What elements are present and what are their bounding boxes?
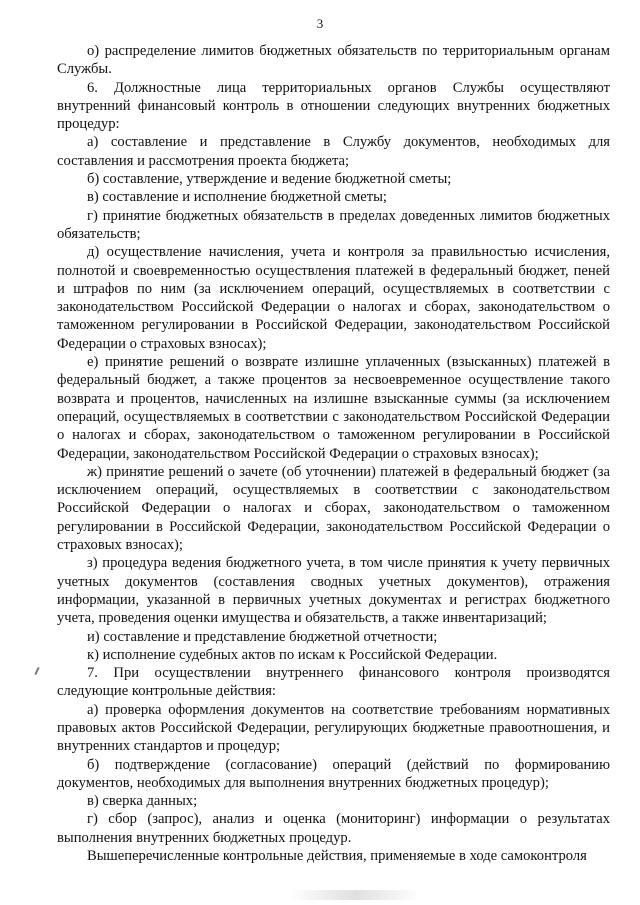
scan-smudge [290, 890, 420, 900]
paragraph-o-limits: о) распределение лимитов бюджетных обязательств по территориальным органам Службы. [57, 43, 610, 78]
control-action-a: а) проверка оформления документов на соответствие требованиям нормативных правовых актов Российской Федерации, регулирующих бюджетные правоотношения, и внутренних стандартов и процедур; [57, 701, 610, 755]
list-item-e: е) принятие решений о возврате излишне уплаченных (взысканных) платежей в федеральный бюджет, а также процентов за несвоевременное осуществление такого возврата и процентов, начисленных на излишне взысканные суммы (за исключением операций, осуществляемых в соответствии с законодательством Российской Федерации о налогах и сборах, законодательством о таможенном регулировании в Российской Федерации, законодательством Российской Федерации о страховых взносах); [57, 354, 610, 462]
list-item-a: а) составление и представление в Службу документов, необходимых для составления и рассмотрения проекта бюджета; [57, 134, 610, 169]
list-item-k: к) исполнение судебных актов по искам к Российской Федерации. [87, 646, 498, 663]
list-item-d: д) осуществление начисления, учета и контроля за правильностью исчисления, полнотой и своевременностью осуществления платежей в федеральный бюджет, пеней и штрафов по ним (за исключением операций, осуществляемых в соответствии с законодательством Российской Федерации о налогах и сборах, законодательством о таможенном регулировании в Российской Федерации, законодательством Российской Федерации о страховых взносах); [57, 244, 610, 352]
control-action-g: г) сбор (запрос), анализ и оценка (мониторинг) информации о результатах выполнения внутренних бюджетных процедур. [57, 811, 610, 846]
list-item-i: и) составление и представление бюджетной отчетности; [87, 628, 438, 645]
paragraph-6-procedures: 6. Должностные лица территориальных органов Службы осуществляют внутренний финансовый контроль в отношении следующих внутренних бюджетных процедур: [57, 79, 610, 133]
list-item-zh: ж) принятие решений о зачете (об уточнении) платежей в федеральный бюджет (за исключением операций, осуществляемых в соответствии с законодательством Российской Федерации о налогах и сборах, законодательством о таможенном регулировании в Российской Федерации, законодательством Российской Федерации о страховых взносах); [57, 463, 610, 554]
list-item-v: в) составление и исполнение бюджетной сметы; [87, 189, 387, 206]
document-body [57, 42, 610, 865]
list-item-b: б) составление, утверждение и ведение бюджетной сметы; [87, 171, 452, 188]
list-item-z: з) процедура ведения бюджетного учета, в том числе принятия к учету первичных учетных документов (составления сводных учетных документов), отражения информации, указанной в первичных учетных документах и регистрах бюджетного учета, проведения оценки имущества и обязательств, а также инвентаризаций; [57, 555, 610, 627]
list-item-g: г) принятие бюджетных обязательств в пределах доведенных лимитов бюджетных обязательств; [57, 207, 610, 242]
page-number: 3 [316, 16, 324, 31]
paragraph-self-control: Вышеперечисленные контрольные действия, применяемые в ходе самоконтроля [87, 848, 587, 865]
scan-speck [34, 667, 39, 675]
control-action-v: в) сверка данных; [87, 793, 198, 810]
paragraph-7-control-actions: 7. При осуществлении внутреннего финансового контроля производятся следующие контрольные действия: [57, 665, 610, 700]
control-action-b: б) подтверждение (согласование) операций (действий по формированию документов, необходимых для выполнения внутренних бюджетных процедур); [57, 756, 610, 791]
